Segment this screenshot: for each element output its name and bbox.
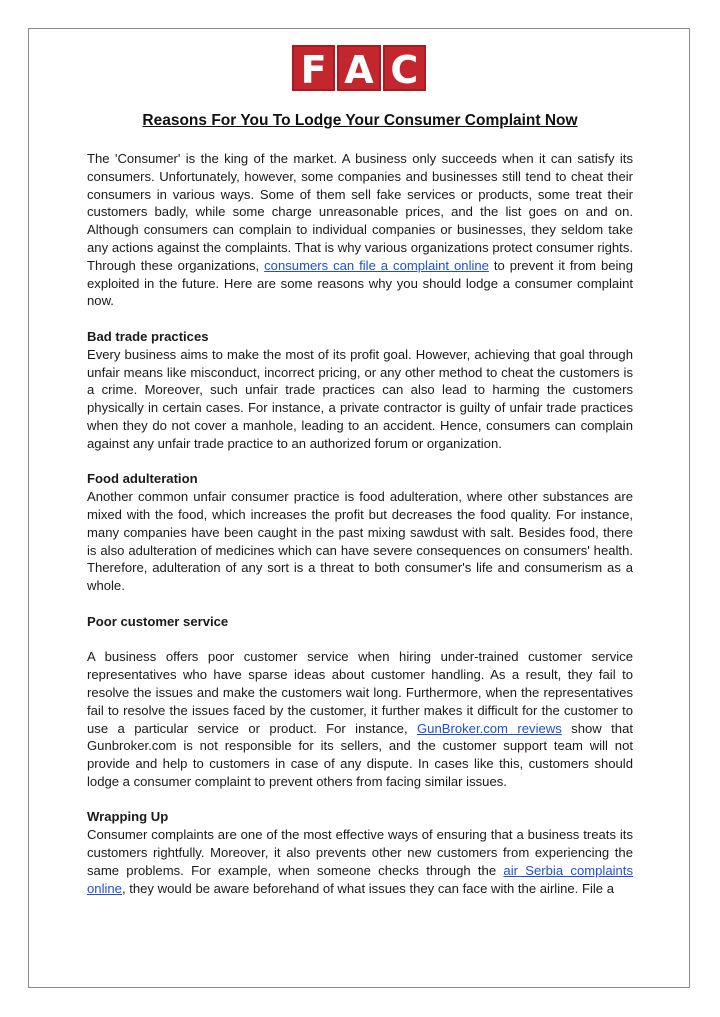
paragraph-wrapping-up [87, 826, 633, 897]
heading-customer-service: Poor customer service [87, 613, 229, 629]
air-serbia-complaints-link[interactable]: air Serbia complaints online [87, 862, 633, 896]
article-body [87, 150, 633, 915]
fac-logo [292, 45, 426, 91]
heading-food-adulteration: Food adulteration [87, 471, 198, 487]
consumer-complaint-link[interactable]: consumers can file a complaint online [264, 257, 489, 273]
gunbroker-reviews-link[interactable]: GunBroker.com reviews [417, 720, 562, 736]
service-text-before: A business offers poor customer service when hiring under-trained customer service representatives who have sparse ideas about customer handling. As a result, they fail to resolve the issues and make the customers wait long. Furthermore, when the representatives fail to resolve the issues faced by the customer, it further makes it difficult for the customer to use a particular service or product. For instance, [87, 649, 633, 736]
intro-text-after: to prevent it from being exploited in the future. Here are some reasons why you should lodge a consumer complaint now. [87, 257, 633, 309]
wrap-text-before: Consumer complaints are one of the most effective ways of ensuring that a business treats its customers rightfully. Moreover, it also prevents other new customers from experiencing the same problems. For example, when someone checks through the [87, 827, 633, 878]
heading-wrapping-up: Wrapping Up [87, 809, 169, 825]
logo-letter-a: A [337, 45, 380, 91]
heading-bad-trade: Bad trade practices [87, 328, 209, 344]
paragraph-food-adulteration: Another common unfair consumer practice is food adulteration, where other substances are mixed with the food, which increases the profit but decreases the food quality. For instance, many companies have been caught in the past mixing sawdust with salt. Besides food, there is also adulteration of medicines which can have severe consequences on consumers' health. Therefore, adulteration of any sort is a threat to both consumer's life and consumerism as a whole. [87, 489, 633, 594]
intro-text-before: The 'Consumer' is the king of the market. A business only succeeds when it can satisfy its consumers. Unfortunately, however, some companies and businesses still tend to cheat their consumers in various ways. Some of them sell fake services or products, some treat their customers badly, while some charge unreasonable prices, and the list goes on and on. Although consumers can complain to individual companies or businesses, they seldom take any actions against the complaints. That is why various organizations protect consumer rights. Through these organizations, [87, 151, 633, 273]
paragraph-bad-trade: Every business aims to make the most of its profit goal. However, achieving that goal through unfair means like misconduct, incorrect pricing, or any other method to cheat the customers is a crime. Moreover, such unfair trade practices can also lead to harming the customers physically in certain cases. For instance, a private contractor is guilty of unfair trade practices when they do not cover a manhole, leading to an accident. Hence, consumers can complain against any unfair trade practice to an authorized forum or organization. [87, 346, 633, 451]
intro-paragraph [87, 150, 633, 310]
paragraph-customer-service [87, 648, 633, 790]
wrap-text-after: , they would be aware beforehand of what issues they can face with the airline. File a [121, 880, 614, 896]
logo-letter-f: F [292, 45, 335, 91]
logo-letter-c: C [383, 45, 426, 91]
service-text-after: show that Gunbroker.com is not responsible for its sellers, and the customer support team will not provide and help to customers in case of any dispute. In cases like this, customers should lodge a consumer complaint to prevent others from facing similar issues. [87, 720, 633, 789]
page-title: Reasons For You To Lodge Your Consumer Complaint Now [142, 112, 578, 129]
